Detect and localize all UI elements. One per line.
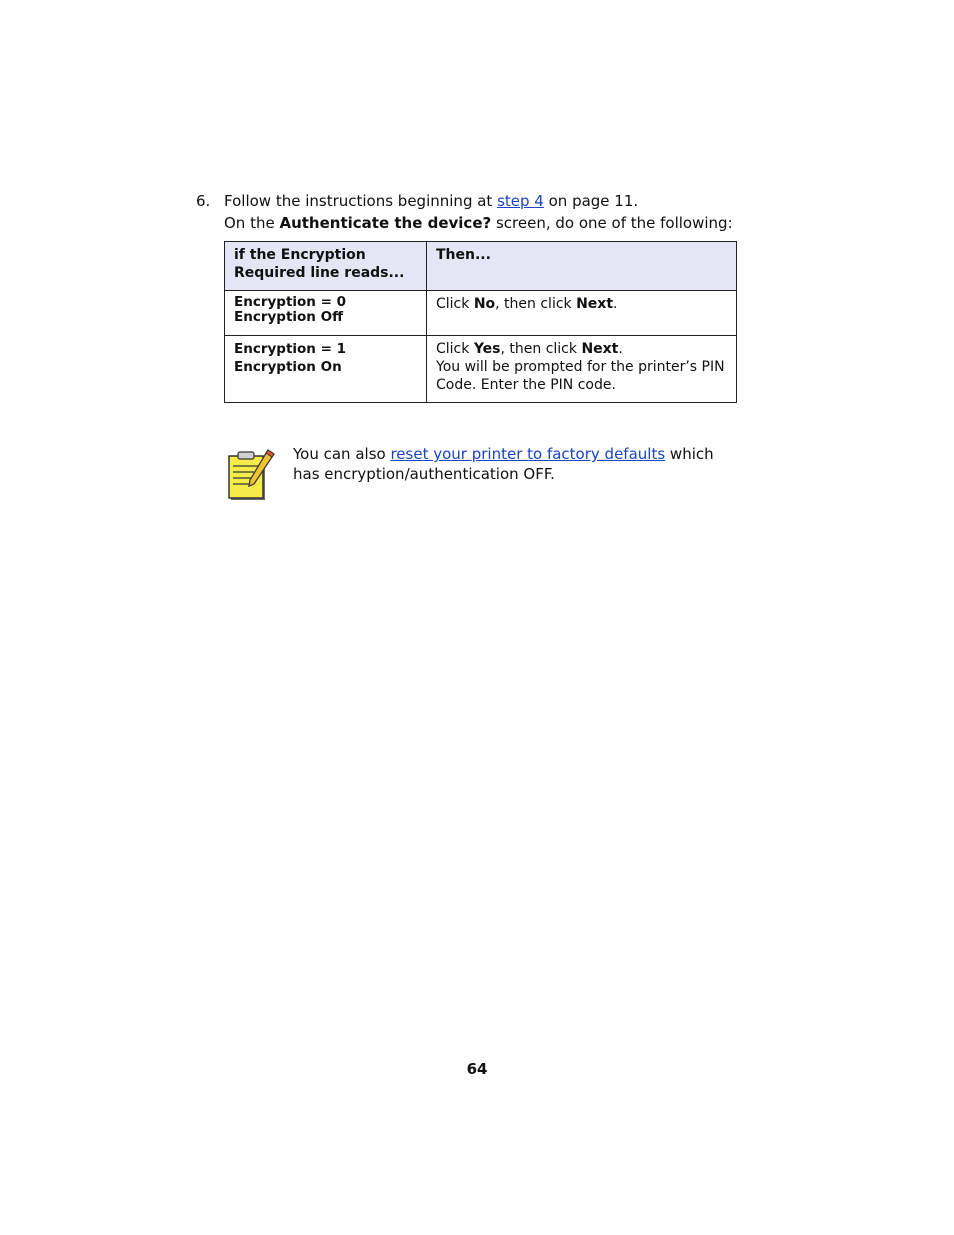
screen-name: Authenticate the device? — [279, 214, 492, 232]
encryption-table — [224, 241, 737, 403]
step-screen-instruction — [224, 212, 733, 234]
note-text-end: which has encryption/authentication OFF. — [293, 445, 714, 483]
page-number: 64 — [466, 1060, 488, 1078]
action-text: Click — [436, 341, 474, 357]
condition-cell — [225, 336, 427, 403]
action-bold: Yes — [473, 341, 501, 357]
step-number: 6. — [196, 192, 211, 210]
note-text-start: You can also — [293, 445, 391, 463]
step-text-end: on page 11. — [543, 192, 639, 210]
screen-text-end: screen, do one of the following: — [491, 214, 733, 232]
action-text: . — [613, 296, 618, 312]
action-text: , then click — [495, 296, 577, 312]
action-bold: Next — [576, 296, 614, 312]
condition-line: Encryption = 1 — [234, 341, 347, 357]
action-text: . — [618, 341, 623, 357]
header-condition: if the Encryption Required line reads... — [225, 242, 427, 291]
step-text: Follow the instructions beginning at — [224, 192, 498, 210]
table-row — [225, 336, 737, 403]
header-action: Then... — [427, 242, 737, 291]
step-instruction — [224, 190, 638, 212]
condition-line: Encryption Off — [234, 309, 344, 325]
condition-cell — [225, 291, 427, 336]
action-bold: No — [473, 296, 496, 312]
table-header-row — [225, 242, 737, 291]
condition-line: Encryption On — [234, 359, 342, 375]
screen-text: On the — [224, 214, 280, 232]
action-line — [436, 340, 727, 358]
action-text: , then click — [500, 341, 582, 357]
action-bold: Next — [581, 341, 619, 357]
table-row — [225, 291, 737, 336]
step-4-link[interactable]: step 4 — [497, 192, 544, 210]
action-line: You will be prompted for the printer’s PIN Code. Enter the PIN code. — [436, 359, 725, 393]
factory-defaults-link[interactable]: reset your printer to factory defaults — [390, 445, 666, 463]
action-cell — [427, 291, 737, 336]
note-text — [293, 444, 743, 484]
notepad-pencil-icon — [224, 446, 280, 502]
condition-line: Encryption = 0 — [234, 294, 347, 310]
action-text: Click — [436, 296, 474, 312]
action-cell — [427, 336, 737, 403]
